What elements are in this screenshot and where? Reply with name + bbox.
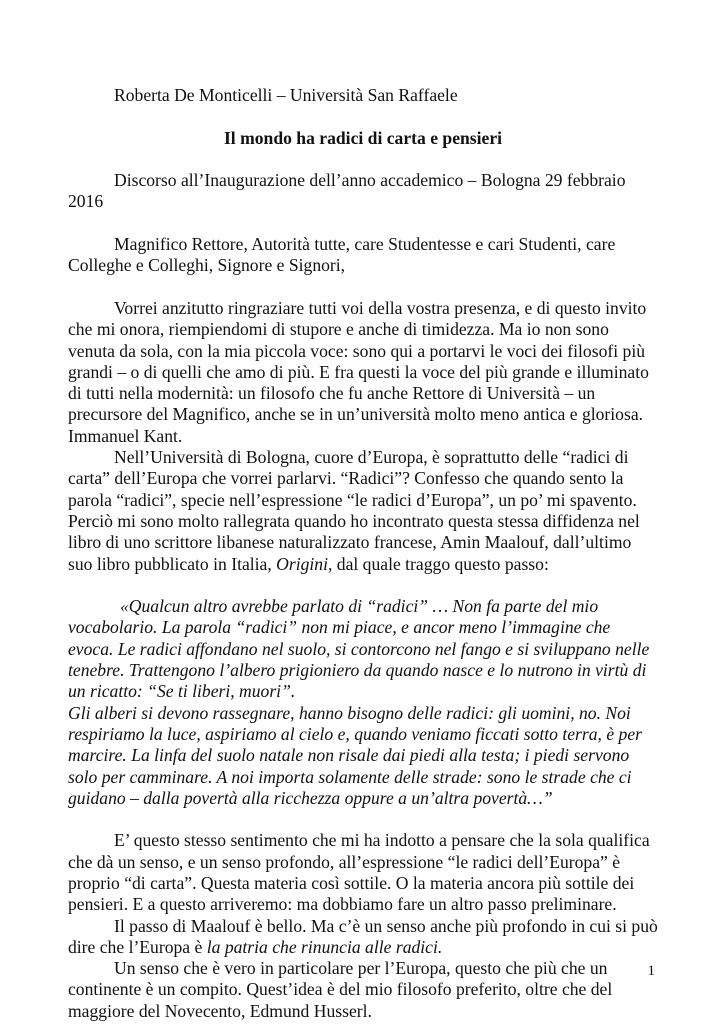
quote-paragraph-2: Gli alberi si devono rassegnare, hanno bisogno delle radici: gli uomini, no. Noi respiriamo la luce, aspiriamo al cielo e, quando veniamo ficcati sotto terra, è per marcire. La linfa del suolo natale non risale dai piedi alla testa; i piedi servono solo per camminare. A noi importa solamente delle strade: sono le strade che ci guidano – dalla povertà alla ricchezza oppure a un’altra povertà…” xyxy=(68,702,642,808)
author-line: Roberta De Monticelli – Università San Raffaele xyxy=(114,85,458,105)
husserl-paragraph: Un senso che è vero in particolare per l’Europa, questo che più che un continente è un compito. Quest’idea è del mio filosofo preferito, oltre che del maggiore del Novecento, Edmund Husserl. xyxy=(68,958,613,1021)
maalouf-quote xyxy=(68,596,658,809)
maalouf-comment-text: Il passo di Maalouf è bello. Ma c’è un senso anche più profondo in cui si può dire che l’Europa è xyxy=(68,915,658,957)
document-title: Il mondo ha radici di carta e pensieri xyxy=(223,127,503,148)
quote-paragraph-1: «Qualcun altro avrebbe parlato di “radici” … Non fa parte del mio vocabolario. La parola “radici” non mi piace, e ancor meno l’immagine che evoca. Le radici affondano nel suolo, si contorcono nel fango e si sviluppano nelle tenebre. Trattengono l’albero prigioniero da quando nasce e lo nutrono in virtù di un ricatto: “Se ti liberi, muori”. xyxy=(68,596,650,702)
paper-roots-paragraph: E’ questo stesso sentimento che mi ha indotto a pensare che la sola qualifica che dà un senso, e un senso profondo, all’espressione “le radici dell’Europa” è proprio “di carta”. Questa materia così sottile. O la materia ancora più sottile dei pensieri. E a questo arriveremo: ma dobbiamo fare un altro passo preliminare. xyxy=(68,830,650,915)
roots-paragraph-end: dal quale traggo questo passo: xyxy=(332,553,549,574)
document-page xyxy=(68,85,658,1022)
intro-paragraph: Vorrei anzitutto ringraziare tutti voi della vostra presenza, e di questo invito che mi onora, riempiendomi di stupore e anche di timidezza. Ma io non sono venuta da sola, con la mia piccola voce: sono qui a portarvi le voci dei filosofi più grandi – o di quelli che amo di più. E fra questi la voce del più grande e illuminato di tutti nella modernità: un filosofo che fu anche Rettore di Università – un precursore del Magnifico, anche se in un’università molto meno antica e gloriosa. Immanuel Kant. xyxy=(68,297,649,446)
patria-phrase: la patria che rinuncia alle radici. xyxy=(206,936,443,957)
roots-paragraph-text: Nell’Università di Bologna, cuore d’Europa, è soprattutto delle “radici di carta” dell’Europa che vorrei parlarvi. “Radici”? Confesso che quando sento la parola “radici”, specie nell’espressione “le radici d’Europa”, un po’ mi spavento. Perciò mi sono molto rallegrata quando ho incontrato questa stessa diffidenza nel libro di uno scrittore libanese naturalizzato francese, Amin Maalouf, dall’ultimo suo libro pubblicato in Italia, xyxy=(68,447,640,574)
page-number: 1 xyxy=(647,963,655,979)
occasion-line: Discorso all’Inaugurazione dell’anno accademico – Bologna 29 febbraio 2016 xyxy=(68,170,626,212)
salutation-paragraph: Magnifico Rettore, Autorità tutte, care Studentesse e cari Studenti, care Colleghe e Colleghi, Signore e Signori, xyxy=(68,234,616,276)
maalouf-comment-paragraph xyxy=(68,916,658,959)
book-title: Origini, xyxy=(276,553,333,574)
roots-paragraph xyxy=(68,447,658,575)
